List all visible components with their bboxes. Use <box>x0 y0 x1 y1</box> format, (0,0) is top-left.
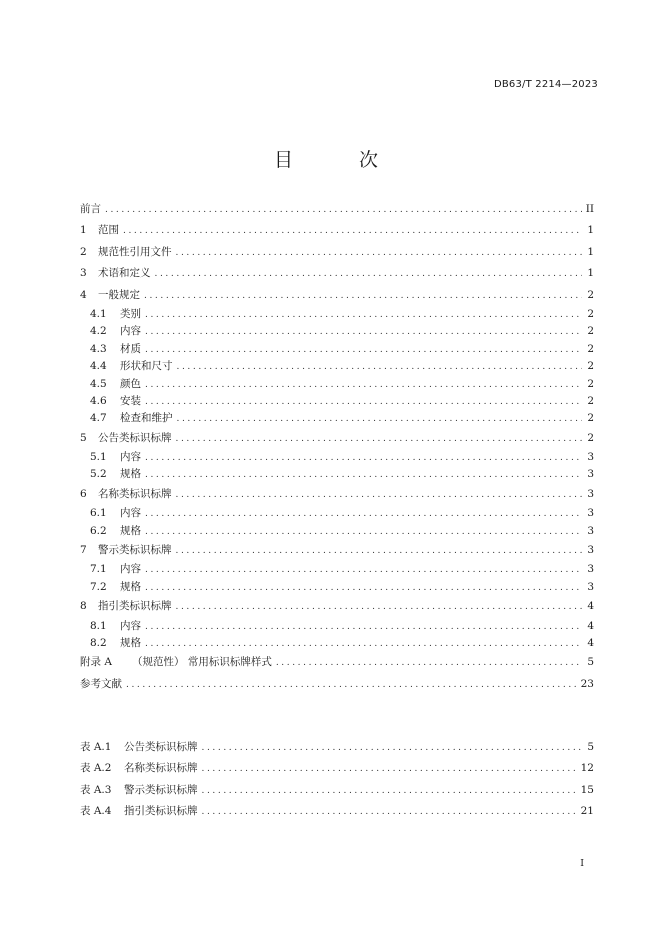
toc-entry[interactable] <box>80 505 594 522</box>
entry-label: 名称类标识标牌 <box>98 487 172 500</box>
entry-page: 3 <box>587 544 594 557</box>
entry-page: 3 <box>587 580 594 593</box>
entry-label: 规格 <box>120 524 141 537</box>
toc-entry[interactable] <box>80 596 594 617</box>
entry-number: 2 <box>80 245 87 258</box>
toc-entry[interactable] <box>80 579 594 596</box>
entry-page: II <box>585 203 594 215</box>
dot-leader <box>177 411 583 428</box>
dot-leader <box>145 394 582 411</box>
entry-number: 5.1 <box>90 451 107 464</box>
table-entry[interactable] <box>80 737 594 758</box>
doc-code: DB63/T 2214—2023 <box>493 79 598 90</box>
entry-number: 8 <box>80 600 87 613</box>
dot-leader <box>202 759 577 780</box>
entry-label: 名称类标识标牌 <box>124 762 198 775</box>
entry-page: 3 <box>587 451 594 464</box>
entry-page: 3 <box>587 563 594 576</box>
dot-leader <box>144 286 582 307</box>
toc-entry[interactable] <box>80 341 594 358</box>
toc-entry[interactable] <box>80 323 594 340</box>
toc-entry[interactable] <box>80 540 594 561</box>
entry-number: 附录 A <box>80 656 112 669</box>
entry-number: 6.1 <box>90 507 107 520</box>
entry-label: 警示类标识标牌 <box>124 783 198 796</box>
entry-number: 4.7 <box>90 412 107 425</box>
entry-label: 公告类标识标牌 <box>98 431 172 444</box>
entry-label: 内容 <box>120 451 141 464</box>
entry-page: 1 <box>587 245 594 258</box>
entry-page: 12 <box>580 762 594 775</box>
toc-entry[interactable] <box>80 618 594 635</box>
entry-label: 前言 <box>80 203 101 215</box>
toc-list <box>80 199 594 695</box>
entry-number: 4.6 <box>90 394 107 407</box>
toc-entry[interactable] <box>80 674 594 695</box>
dot-leader <box>105 200 582 221</box>
dot-leader <box>145 506 582 523</box>
entry-number: 6.2 <box>90 524 107 537</box>
toc-entry[interactable] <box>80 561 594 578</box>
entry-number: 4 <box>80 288 87 301</box>
dot-leader <box>145 324 582 341</box>
dot-leader <box>145 636 582 653</box>
dot-leader <box>202 781 577 802</box>
dot-leader <box>176 597 583 618</box>
entry-label: （规范性） 常用标识标牌样式 <box>132 656 272 669</box>
dot-leader <box>155 264 583 285</box>
entry-number: 4.5 <box>90 377 107 390</box>
entry-label: 安装 <box>120 394 141 407</box>
entry-number: 7.2 <box>90 580 107 593</box>
toc-entry[interactable] <box>80 393 594 410</box>
entry-page: 2 <box>587 431 594 444</box>
toc-entry[interactable] <box>80 263 594 284</box>
entry-page: 2 <box>587 342 594 355</box>
toc-entry[interactable] <box>80 484 594 505</box>
entry-label: 检查和维护 <box>120 412 173 425</box>
entry-label: 公告类标识标牌 <box>124 741 198 753</box>
entry-page: 5 <box>587 741 594 753</box>
entry-number: 表 A.1 <box>80 741 112 753</box>
dot-leader <box>276 653 582 674</box>
entry-page: 3 <box>587 524 594 537</box>
toc-entry[interactable] <box>80 635 594 652</box>
dot-leader <box>145 619 582 636</box>
entry-number: 表 A.3 <box>80 783 112 796</box>
entry-page: 2 <box>587 360 594 373</box>
entry-number: 1 <box>80 224 87 237</box>
table-entry[interactable] <box>80 801 594 822</box>
dot-leader <box>145 467 582 484</box>
entry-page: 15 <box>580 783 594 796</box>
entry-number: 5 <box>80 431 87 444</box>
entry-page: 23 <box>580 677 594 690</box>
toc-entry[interactable] <box>80 410 594 427</box>
table-entry[interactable] <box>80 780 594 801</box>
entry-label: 材质 <box>120 342 141 355</box>
entry-page: 21 <box>580 805 594 818</box>
entry-page: 3 <box>587 507 594 520</box>
entry-label: 指引类标识标牌 <box>124 805 198 818</box>
entry-page: 2 <box>587 377 594 390</box>
entry-label: 规格 <box>120 580 141 593</box>
entry-label: 规格 <box>120 468 141 481</box>
toc-entry[interactable] <box>80 220 594 241</box>
toc-entry[interactable] <box>80 428 594 449</box>
entry-number: 6 <box>80 487 87 500</box>
entry-number: 表 A.4 <box>80 805 112 818</box>
entry-label: 范围 <box>98 224 119 237</box>
entry-label: 内容 <box>120 507 141 520</box>
entry-page: 3 <box>587 468 594 481</box>
dot-leader <box>145 342 582 359</box>
dot-leader <box>145 562 582 579</box>
entry-label: 指引类标识标牌 <box>98 600 172 613</box>
toc-entry[interactable] <box>80 466 594 483</box>
toc-entry[interactable] <box>80 199 594 220</box>
entry-label: 一般规定 <box>98 288 140 301</box>
entry-label: 内容 <box>120 325 141 338</box>
dot-leader <box>176 541 583 562</box>
table-entry[interactable] <box>80 758 594 779</box>
entry-label: 内容 <box>120 563 141 576</box>
entry-label: 内容 <box>120 619 141 632</box>
entry-page: 4 <box>587 600 594 613</box>
entry-number: 4.3 <box>90 342 107 355</box>
toc-entry[interactable] <box>80 306 594 323</box>
entry-number: 5.2 <box>90 468 107 481</box>
dot-leader <box>145 307 582 324</box>
page-number: I <box>580 858 584 869</box>
dot-leader <box>145 377 582 394</box>
dot-leader <box>123 221 582 242</box>
entry-page: 2 <box>587 288 594 301</box>
table-list <box>80 737 594 823</box>
entry-number: 8.2 <box>90 636 107 649</box>
entry-number: 7 <box>80 544 87 557</box>
dot-leader <box>202 738 583 759</box>
entry-page: 5 <box>587 656 594 669</box>
entry-page: 2 <box>587 325 594 338</box>
entry-number: 4.2 <box>90 325 107 338</box>
toc-entry[interactable] <box>80 358 594 375</box>
entry-label: 形状和尺寸 <box>120 360 173 373</box>
entry-label: 规格 <box>120 636 141 649</box>
entry-label: 规范性引用文件 <box>98 245 172 258</box>
entry-number: 4.1 <box>90 307 107 320</box>
toc-entry[interactable] <box>80 376 594 393</box>
toc-entry[interactable] <box>80 523 594 540</box>
entry-number: 3 <box>80 267 87 280</box>
dot-leader <box>177 359 583 376</box>
entry-page: 4 <box>587 619 594 632</box>
dot-leader <box>176 429 583 450</box>
entry-label: 类别 <box>120 307 141 320</box>
entry-page: 1 <box>587 224 594 237</box>
entry-page: 3 <box>587 487 594 500</box>
entry-number: 表 A.2 <box>80 762 112 775</box>
dot-leader <box>145 580 582 597</box>
dot-leader <box>176 485 583 506</box>
toc-entry[interactable] <box>80 242 594 263</box>
entry-label: 警示类标识标牌 <box>98 544 172 557</box>
toc-entry[interactable] <box>80 652 594 673</box>
dot-leader <box>145 450 582 467</box>
entry-number: 4.4 <box>90 360 107 373</box>
entry-label: 颜色 <box>120 377 141 390</box>
entry-page: 2 <box>587 412 594 425</box>
dot-leader <box>202 802 577 823</box>
entry-page: 1 <box>587 267 594 280</box>
entry-page: 2 <box>587 394 594 407</box>
dot-leader <box>145 524 582 541</box>
entry-number: 8.1 <box>90 619 107 632</box>
toc-entry[interactable] <box>80 285 594 306</box>
dot-leader <box>176 243 583 264</box>
entry-page: 2 <box>587 307 594 320</box>
entry-label: 参考文献 <box>80 677 122 690</box>
entry-number: 7.1 <box>90 563 107 576</box>
entry-label: 术语和定义 <box>98 267 151 280</box>
page-title: 目 次 <box>273 149 409 171</box>
toc-entry[interactable] <box>80 449 594 466</box>
dot-leader <box>126 675 577 696</box>
entry-page: 4 <box>587 636 594 649</box>
